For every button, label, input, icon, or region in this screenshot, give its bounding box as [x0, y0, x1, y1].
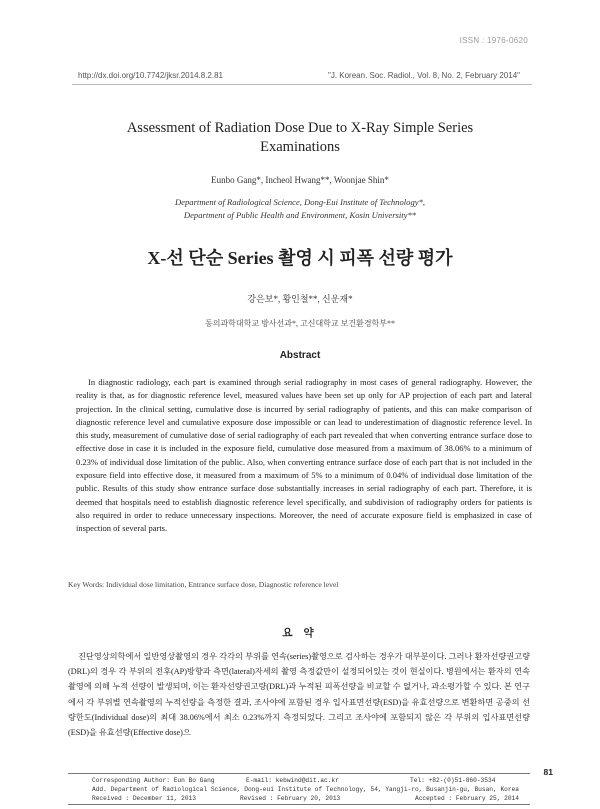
summary-text: 진단영상의학에서 일반영상촬영의 경우 각각의 부위를 연속(series)촬영으로 검사하는 경우가 대부분이다. 그러나 환자선량권고량(DRL)의 경우 각 부위의 전후(AP)방향과 측면(lateral)자세의 촬영 측정값만이 설정되어있는 것이 현실이다. 병원에서는 환자의 연속 촬영에 의해 누적 선량이 발생되며, 이는 환자선량권고량(DRL)과 누적된 피폭선량을 비교할 수 없거나, 과소평가할 수 있다. 본 연구에서 각 부위별 연속촬영의 누적선량을 측정한 결과, 조사야에 포함된 경우 입사표면선량(ESD)을 유효선량으로 변환하면 공중의 선량한도(Individual dose)의 최대 38.06%에서 최소 0.23%까지 측정되었다. 그리고 조사야에 포함되지 않은 각 부위의 입사표면선량(ESD)을 유효선량(Effective dose)으 [68, 652, 530, 738]
accepted-date: Accepted : February 25, 2014 [415, 795, 519, 802]
received-date: Received : December 11, 2013 [92, 795, 196, 802]
header-divider [72, 84, 532, 85]
affiliations-korean: 동의과학대학교 방사선과*, 고신대학교 보건환경학부** [204, 319, 395, 328]
author-email[interactable]: E-mail: kebwind@dit.ac.kr [246, 777, 339, 784]
journal-citation: "J. Korean. Soc. Radiol., Vol. 8, No. 2, February 2014" [327, 71, 520, 80]
page-number: 81 [543, 767, 553, 777]
title-korean: X-선 단순 Series 촬영 시 피폭 선량 평가 [147, 248, 453, 268]
summary-heading: 요 약 [282, 627, 318, 639]
issn-label: ISSN : 1976-0620 [459, 36, 528, 45]
title-english: Assessment of Radiation Dose Due to X-Ray Simple Series Examinations [126, 120, 474, 155]
abstract-heading: Abstract [279, 350, 321, 361]
revised-date: Revised : February 20, 2013 [240, 795, 341, 802]
affiliations-english [60, 196, 540, 222]
corresponding-author: Corresponding Author: Eun Bo Gang [92, 777, 215, 784]
doi-link[interactable]: http://dx.doi.org/10.7742/jksr.2014.8.2.81 [78, 71, 223, 80]
keywords: Key Words: Individual dose limitation, Entrance surface dose, Diagnostic reference level [68, 580, 339, 589]
authors-korean: 강은보*, 황인철**, 신운재* [247, 294, 353, 304]
author-phone: Tel: +82-(0)51-860-3534 [410, 777, 496, 784]
affiliation-line: Department of Radiological Science, Dong-Eui Institute of Technology*, [174, 197, 426, 207]
correspondence-footer [68, 773, 530, 805]
authors-english: Eunbo Gang*, Incheol Hwang**, Woonjae Shin* [211, 175, 389, 185]
affiliation-line: Department of Public Health and Environment, Kosin University** [183, 210, 417, 220]
author-address: Add. Department of Radiological Science, Dong-eui Institute of Technology, 54, Yangji-ro, Busanjin-gu, Busan, Korea [92, 786, 520, 793]
abstract-text: In diagnostic radiology, each part is examined through serial radiography in most cases of general radiography. However, the reality is that, as for diagnostic reference level, measured values have been set up only for AP projection of each part and lateral projection. In the clinical setting, cumulative dose is incurred by serial radiography of patients, and this can make comparison of diagnostic reference level and cumulative exposure dose impossible or can lead to underestimation of diagnostic reference level. In this study, measurement of cumulative dose of serial radiography of each part revealed that when converting entrance surface dose to effective dose in case it is included in the exposure field, cumulative dose measured from a maximum of 38.06% to a minimum of 0.23% of individual dose limitation of the public. Also, when converting entrance surface dose of each part that is not included in the exposure field into effective dose, it measured from a maximum of 5% to a minimum of 0.04% of individual dose limitation of the public. Results of this study show entrance surface dose substantially increases in serial radiography of each part. Therefore, it is deemed that hospitals need to establish diagnostic reference level specifically, and subdivision of radiography orders for patients is also required in order to reduce unnecessary inspections. Moreover, the need of accurate exposure field is emphasized in case of inspection of several parts. [76, 377, 532, 534]
